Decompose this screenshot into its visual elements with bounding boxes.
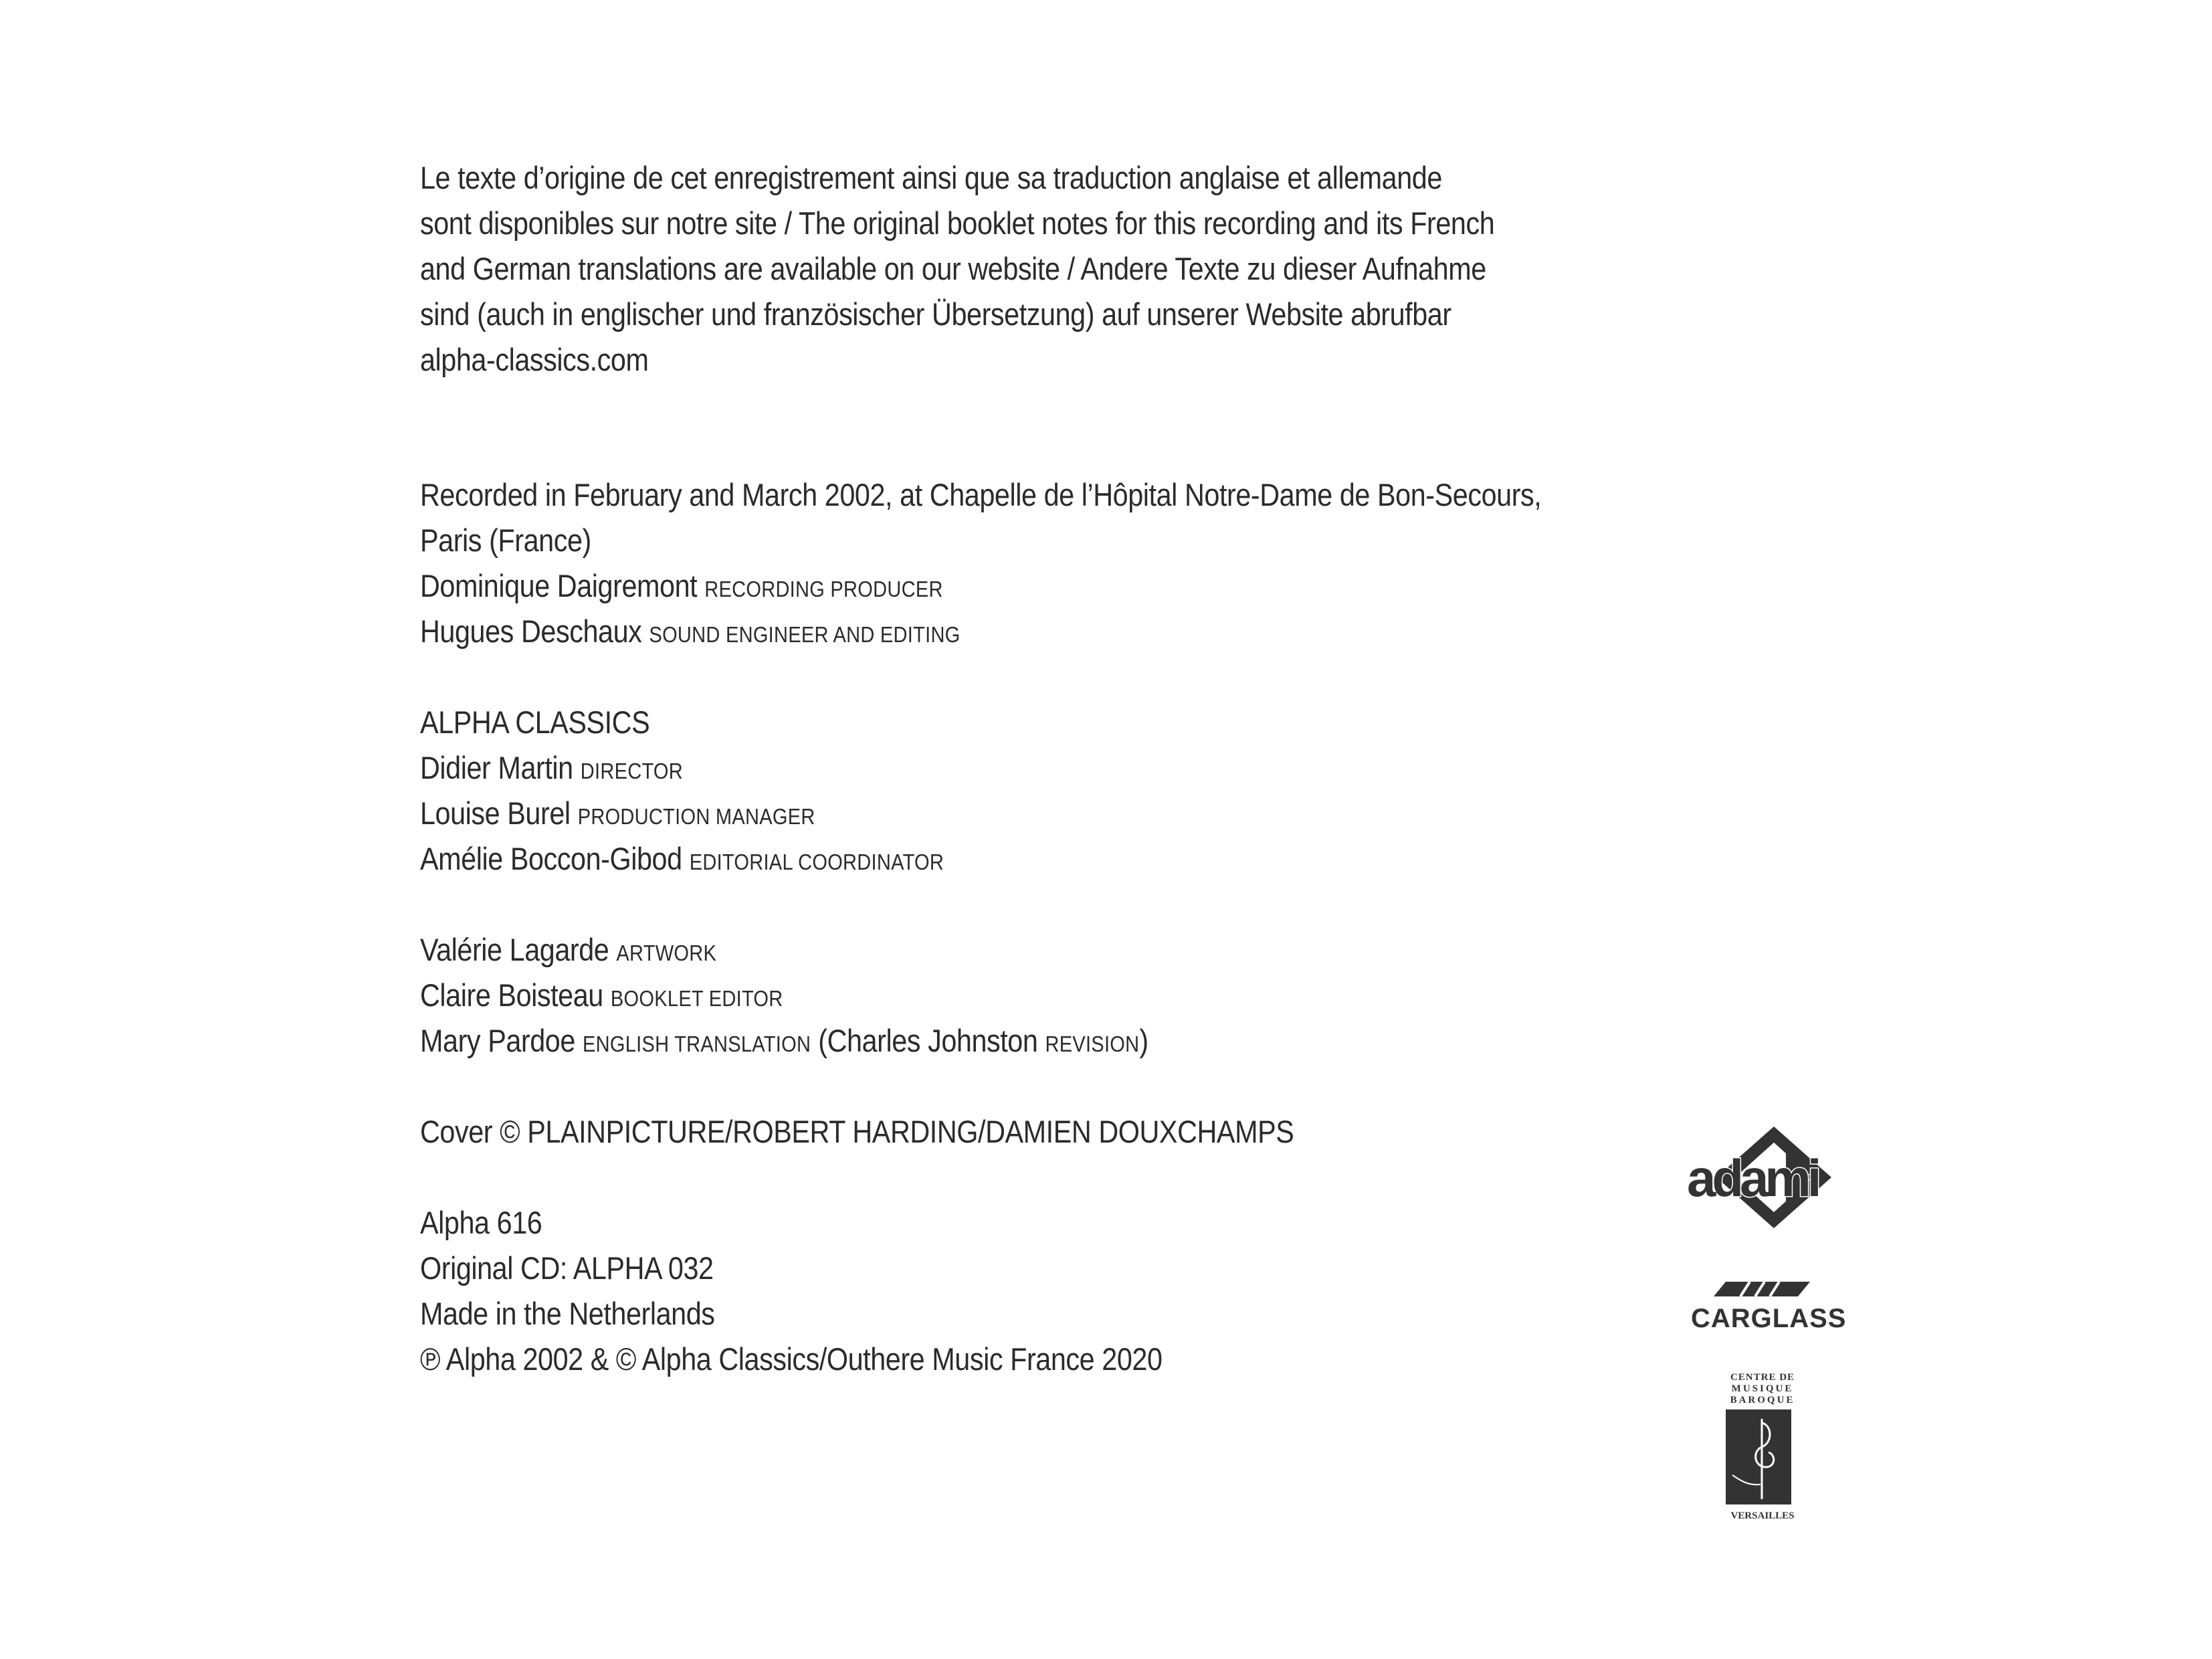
credit-editorial-coordinator xyxy=(420,836,1541,882)
cmbv-line: CENTRE DE xyxy=(1730,1372,1795,1383)
credit-translation xyxy=(420,1018,1541,1064)
credit-role: SOUND ENGINEER AND EDITING xyxy=(649,622,961,647)
credits-block xyxy=(420,472,1541,1382)
credit-role: DIRECTOR xyxy=(580,759,684,783)
credit-role: RECORDING PRODUCER xyxy=(704,577,943,601)
cmbv-line: VERSAILLES xyxy=(1730,1510,1795,1521)
cmbv-line: MUSIQUE xyxy=(1731,1383,1794,1394)
credit-artwork xyxy=(420,927,1541,973)
copyright-line: ℗ Alpha 2002 & © Alpha Classics/Outhere Music France 2020 xyxy=(420,1341,1163,1377)
made-in: Made in the Netherlands xyxy=(420,1296,715,1331)
credit-name: Amélie Boccon-Gibod xyxy=(420,841,682,876)
credit-role: REVISION xyxy=(1045,1032,1140,1056)
credit-name: Hugues Deschaux xyxy=(420,613,642,649)
credit-name: Mary Pardoe xyxy=(420,1023,575,1058)
credit-director xyxy=(420,745,1541,791)
credit-booklet-editor xyxy=(420,973,1541,1018)
online-texts-note xyxy=(420,155,1494,383)
cover-credit: Cover © PLAINPICTURE/ROBERT HARDING/DAMIEN DOUXCHAMPS xyxy=(420,1114,1294,1149)
catalog-number: Alpha 616 xyxy=(420,1205,542,1240)
paren-open: ( xyxy=(818,1023,827,1058)
recording-location-cont: Paris (France) xyxy=(420,522,591,558)
adami-wordmark: adami xyxy=(1687,1149,1818,1207)
credit-engineer xyxy=(420,609,1541,654)
cmbv-logo xyxy=(1712,1368,1813,1522)
credit-role: PRODUCTION MANAGER xyxy=(577,804,815,829)
credit-name: Charles Johnston xyxy=(827,1023,1038,1058)
credit-name: Dominique Daigremont xyxy=(420,568,698,603)
credit-production-manager xyxy=(420,791,1541,836)
intro-line: sind (auch in englischer und französischer Übersetzung) auf unserer Website abrufbar xyxy=(420,296,1451,332)
adami-logo xyxy=(1686,1124,1846,1231)
spacer xyxy=(420,882,1541,927)
credit-producer xyxy=(420,563,1541,609)
cmbv-emblem xyxy=(1726,1409,1791,1504)
credit-role: ENGLISH TRANSLATION xyxy=(582,1032,811,1056)
credit-role: BOOKLET EDITOR xyxy=(610,986,783,1011)
original-cd: Original CD: ALPHA 032 xyxy=(420,1250,714,1286)
intro-line: Le texte d’origine de cet enregistrement ainsi que sa traduction anglaise et allemande xyxy=(420,160,1442,195)
carglass-logo xyxy=(1686,1271,1859,1338)
credit-name: Valérie Lagarde xyxy=(420,932,609,967)
credit-name: Louise Burel xyxy=(420,795,571,831)
carglass-wordmark: CARGLASS xyxy=(1691,1304,1847,1333)
credit-role: ARTWORK xyxy=(616,941,717,965)
intro-line: sont disponibles sur notre site / The original booklet notes for this recording and its French xyxy=(420,205,1495,241)
website-link[interactable]: alpha-classics.com xyxy=(420,342,649,377)
spacer xyxy=(420,1155,1541,1200)
cmbv-line: BAROQUE xyxy=(1730,1395,1795,1405)
paren-close: ) xyxy=(1139,1023,1148,1058)
spacer xyxy=(420,1064,1541,1109)
credit-name: Didier Martin xyxy=(420,750,573,785)
recording-location: Recorded in February and March 2002, at Chapelle de l’Hôpital Notre-Dame de Bon-Secours, xyxy=(420,477,1542,512)
credit-name: Claire Boisteau xyxy=(420,977,603,1013)
intro-line: and German translations are available on our website / Andere Texte zu dieser Aufnahme xyxy=(420,251,1486,286)
label-name: ALPHA CLASSICS xyxy=(420,704,650,740)
spacer xyxy=(420,654,1541,700)
credit-role: EDITORIAL COORDINATOR xyxy=(689,850,944,874)
